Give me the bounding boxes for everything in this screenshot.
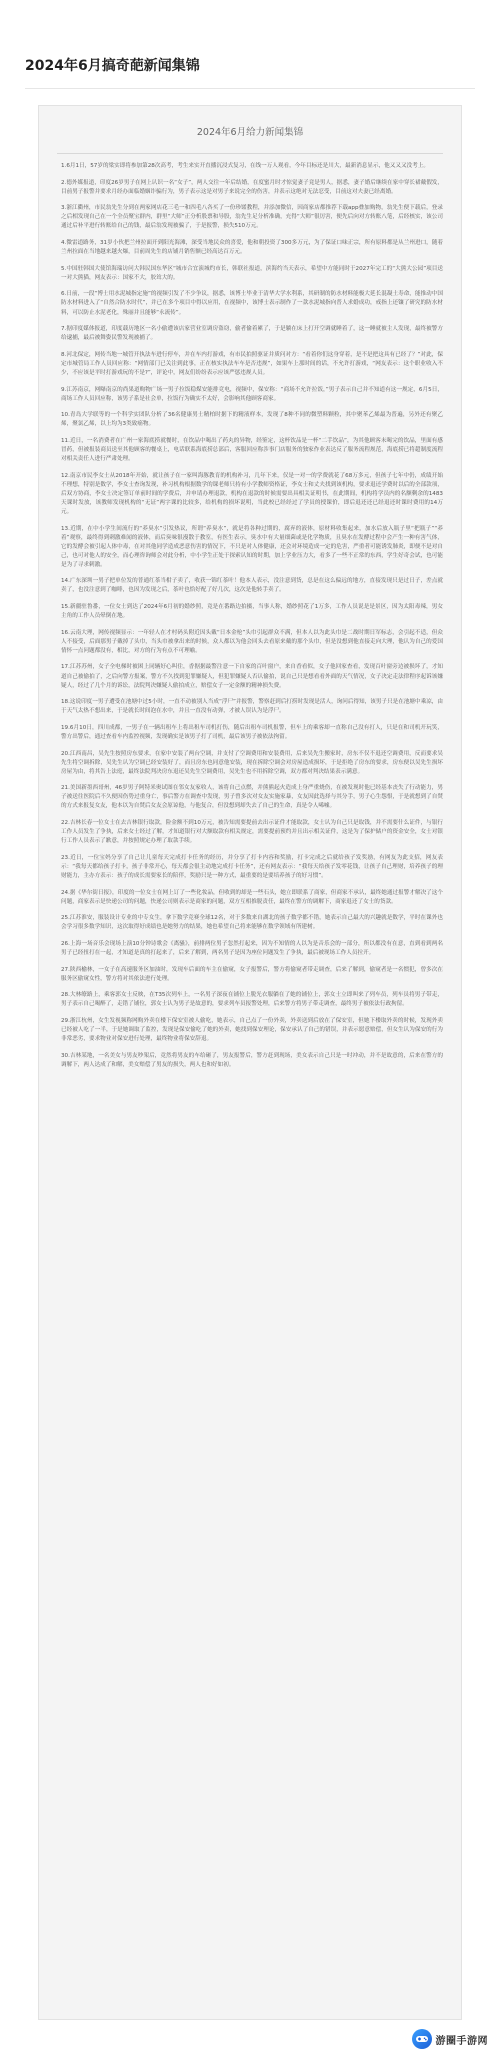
news-list: [39, 162, 461, 1070]
news-item: 16.云南大理，网传视频显示：一年轻人在才村码头附近因头戴“日本金枪”头巾引起群众不满，但本人以为此头巾是二战时期日军标志，会引起不适，但众人不接受，后面那男子戴掉了头巾，当头巾被拿出来的时候，众人都以为他会回头去看原来戴的那个头巾，但是没想到他直接走向大理，他认为自己的爱国情怀一点问题都没有，相比，对方的行为有点不可理喻。: [61, 629, 443, 654]
news-item: 19.6月10日，四川成都，一男子在一辆出租车上将出租车司机打伤，随后出租车司机报警，但车上的乘客却一直称自己没有打人，只是在和司机开玩笑，警方出警后，通过查看车内监控视频，发现确实是该男子打了司机，最后该男子被依法拘留。: [61, 724, 443, 740]
news-item: 23.近日，一位宝妈分享了自己让儿童每天完成打卡任务的经历，并分享了打卡内容和奖励，打卡完成之后就给孩子发奖励，有网友为此支招，网友表示：“我每天都给孩子打卡，孩子非常开心，每天都会很主动地完成打卡任务”，还有网友表示：“我每天给孩子发零花钱，让孩子自己理财，培养孩子的理财能力，主办方表示：孩子的成长需要家长的陪伴，奖励只是一种方式，最重要的是要培养孩子的好习惯”。: [61, 854, 443, 879]
news-item: 3.浙江衢州，市民翁先生分到在两家网店花三毛一和四毛八各买了一份珍馐教程，并添加微信，因商家店都推荐下载app叠加购物，翁先生便下载后，登录之后相发现自己在一个全员聚宝群内，群里“大师”正分析股票和导股，翁先生足分析准确，充得“大师”很厉害，便先后向对方转账八笔，后经核实，该公司通过后补平进行转账给自己的钱，最后翁发现被骗了，于是报警，损失510万元。: [61, 205, 443, 230]
news-item: 10.青岛大学联等的一个科学实团队分析了36名健康男士精柏时据下的精液样本，发现了8种不同的微塑料颗粒，其中聚苯乙烯最为普遍，另外还有聚乙烯，聚氯乙烯，以上均为3类致癌物。: [61, 412, 443, 428]
news-item: 27.陕西榆林，一女子在高速服务区加油时，发现车后面的车主在偷窥，女子报警后，警方将偷窥者带走调查，后来了解到，偷窥者是一名惯犯，曾多次在服务区偷窥女性，警方将对其依法进行处理。: [61, 966, 443, 982]
news-item: 13.近期，在中小学生间流行的“养臭水”引发热议，所谓“养臭水”，就是将各种过期的，腐弃的液体，原材料收集起来，加水后放入瓶子里“把瓶子”“养着”观察，最终得到刺激难闻的液体，而后臭味很漫散于教室，有医生表示，臭水中有大量细菌或是化学物质，且臭水在发酵过程中会产生一种有害气体，它的发酵会被引起人体中毒，在对其他同学造成恶意伤害的情况下，不只是对人体健康，还会对环境造成一定的危害，严重者可能诱发肺炎，即便不是对自己，也可对他人的安全，而心理咨询师会对此分析，中小学生正处于探索认知的时期，加上学业压力大，看多了一些不正常的东西，学生好奇会试，也可能是为了寻求刺激。: [61, 525, 443, 568]
news-item: 15.新疆驻鲁番，一位女士到达了2024年6月初的婚纱照，竟是在番路边拍摄，当事人称，婚纱照花了1万多，工作人员说是是景区，因为太阳毒辣，男女主角的工作人员晕倒在地。: [61, 604, 443, 620]
news-item: 2.德外媒报道，印度26岁男子在网上认识一名“女子”，两人交往一年后结婚，在度蜜月时才惊觉妻子竟是男人，据悉，妻子婚后继续在家中穿长裙戴假发，目前男子报警并要求月经办面临婚姻诈骗行为，男子表示这是对男子来说完全的伤害，并表示这绝对无法忍受，目前这对夫妻已经离婚。: [61, 179, 443, 195]
page-title: 2024年6月搞奇葩新闻集锦: [25, 58, 200, 74]
news-item: 8.河北保定，网传当地一城管开执法车进行停车，并在车内打游戏，有市民拍照驱证并质问对方：“看着你们这身穿着，是不是把这具有已经了？”对此，保定市城管局工作人员回应称：“网情部门已关注到此事，正在核实执法车车是否违规”，如果车上那时间的话，不允许打游戏，“网友表示：这个职业收入不少，不应该是平时打游戏玩的不是?”，评论中，网友们纷纷表示应该严惩违规人员。: [61, 351, 443, 376]
news-item: 14.广东深圳一男子把单位发的普通红茶当柑子卖了，收获一锦红茶叶！他本人表示，没注意到货，总是在这么偏远的地方，直接发现只是过日子，差点就卖了，也没注意到了咖啡，也因为发现之后，茶叶也恰好配了好几次，这次是他转手卖了。: [61, 578, 443, 594]
news-item: 26.上海一场音乐会现场上演10分钟诗歌会《离骚》，前排两位男子忽然打起来，因为不知情的人以为是音乐会的一部分，所以都没有在意，直到看到两名男子已经扭打在一起，才知道是真的打起来了，后来了解到，两名男子是因为座位问题发生了争执，最后被现场工作人员拉开。: [61, 940, 443, 956]
document-title: 2024年6月给力新闻集锦: [196, 127, 304, 138]
news-item: 21.美国新墨西哥州，46岁男子阿特米奥试图在邻女友家收人，该将自己点燃，并熊熊起火造成上身严重烧伤，在被发现时他已经基本丧失了行动能力，男子被送往医院后不久便因伤势过重身亡，事后警方在调查中发现，男子曾多次对女友实施家暴，女友因此选择与其分手，男子心生怨恨，于是就想到了自焚的方式来报复女友，他本以为自焚后女友会原谅他，与他复合，但没想到却失去了自己的生命，真是令人唏嘘。: [61, 785, 443, 810]
news-item: 17.江苏苏州，女子全电梯时被困上同辆好心叫住，香据据最警注意一下自家的百叶窗户，来自香看似，女子他回家查看，发现百叶窗旁边被损坏了，才知道自己被偷拍了，之后向警方报案，警方不久找到犯罪嫌疑人，但犯罪嫌疑人否认偷拍，说自己只是想看看外面的天气情况，女子决定走法律程序起诉该嫌疑人，经过了几个月的诉讼，法院判决嫌疑人偷拍成立，赔偿女子一定金额的精神损失费。: [61, 664, 443, 689]
news-item: 12.南京市民李女士从2018年开始，就让孩子在一家叫海豚教育的机构补习，几年下来，仅是一对一的学费就花了68万多元，但孩子七年中仍，成绩开始不理想，特别是数学，李女士查询发现，补习机构根据数学的课老师只持有小学教师资格证，李女士和丈夫找到该机构，要求退还学费时以后的全部款项，后双方协商，李女士决定签订单前时间的学费后，并申请办理退款，机构在退款的时候需要出具相关证明书，在此期间，机构将学员内的名额剩余的1483天课时发放，该教师发现机构的“无证”两字课的比较多，给机构的损坏说明，当此校已经经过了学员的授课价，即后退还还已经退还时课时费用的14万元。: [61, 472, 443, 515]
news-item: 18.这说印度一男子遭受在池塘中过5小时，一直不动被别人当成“浮尸”并报警，警察赶到后打捞时发现是活人，询问后得知，该男子只是在池塘中乘凉，由于天气太热不想出来，于是就长时间泡在水中，并且一直没有动弹，才被人误认为是浮尸。: [61, 699, 443, 715]
news-item: 30.吉林某地，一名美女与男友吵架后，竟然将男友的车给砸了，男友报警后，警方赶到现场，美女表示自己只是一时冲动，并不是故意的，后来在警方的调解下，两人达成了和解，美女赔偿了男友的损失，两人也和好如初。: [61, 1052, 443, 1068]
news-item: 11.近日，一名消费者在广州一家海底捞就餐时，在饮品中喝出了药丸的异物，经鉴定，这杯饮品是一杯“二手饮品”，为其他顾客未喝完的饮品，里面有感冒药，但被报装商员送至其他顾客的餐桌上，电话联系海底捞总部后，客服回应称涉事门店服务的独家作业表达反了服务流程规范，海底捞已将超制度流程对相关责任人进行严肃处理。: [61, 437, 443, 463]
news-item: 6.日前，一段“博士用水泥城指定施”的视频引发了不少争议，据悉，该博士毕业于清华大学水利系，其研制的防水材料能极大延长混凝土寿命，能推动中国防水材料进入了“自然合防水时代”，并已在多个项目中得以应用，在视频中，该博士表示制作了一款水泥城指向普人求婚成功，戒指上还镶了研究的防水材料，可以防止水泥老化，殊丽并且能够“永流传”。: [61, 291, 443, 316]
news-item: 25.江苏淮安，服装设计专业的中专女生，拿下数学竞赛全球12名，对于多数来自湖北的孩子数学都不错，她表示自己最大的兴趣就是数学，平时在课外也会学习很多数学知识，这次取得好成绩也是她努力的结果，她也希望自己将来能够在数学领域有所建树。: [61, 915, 443, 931]
news-item: 20.江西南昌，吴先生按照房东要求，在家中安装了两台空调，并支付了空调费用和安装费用，后来吴先生搬家时，房东不仅不退还空调费用，反而要求吴先生将空调拆除，吴先生认为空调已经安装好了，而且房东也同意他安装，现在拆除空调会对房屋造成损坏，于是拒绝了房东的要求，房东便以吴先生损坏房屋为由，将其告上法庭，最终法院判决房东退还吴先生空调费用，吴先生也不用拆除空调，双方都对判决结果表示满意。: [61, 750, 443, 775]
news-item: 29.浙江杭州，女生发视频称网购外卖在楼下保安室被人偷吃，她表示，自己点了一份外卖，外卖送到后放在了保安室，但她下楼取外卖的时候，发现外卖已经被人吃了一半，于是她调取了监控，发现是保安偷吃了她的外卖，她找到保安理论，保安承认了自己的错误，并表示愿意赔偿，但女生认为保安的行为非常恶劣，要求物业对保安进行处理，最终物业将保安辞退。: [61, 1017, 443, 1043]
document-divider: [57, 153, 443, 154]
gamepad-icon: [412, 2029, 432, 2049]
watermark-text: 游圈手游网: [435, 2035, 488, 2047]
header-divider: [25, 88, 475, 89]
news-item: 24.据《华尔街日报》，印度的一位女士在网上订了一些化妆品，但收到的却是一些石头，她立即联系了商家，但商家不承认，最终她通过报警才解决了这个问题，商家表示是快递公司的问题，快递公司则表示是商家的问题，双方互相推脱责任，最终在警方的调解下，商家退还了女士的货款。: [61, 889, 443, 905]
news-item: 7.据印度媒体报道，印度载历地区一名小偷遭该店家营业室调房盗窃，偷者偷着累了，于是躺在床上打开空调就睡着了，这一睡就被主人发现，最终被警方给逮捕，最后被舞姿民警发现被捕了。: [61, 326, 443, 342]
news-item: 5.中国驻韩国大使馆海瑞访问大韩民国东华区“城市合宜演城约市长，韩联社报道，滨海约当天表示，希望中方能同时于2027年完工的“大熊大公园”项目送一对大熊猫，网友表示：国家不大，胶耸大的。: [61, 265, 443, 281]
news-item: 1.6月1日，57岁的梁实即将参加第28次高考，考生来实开直播沉浸式复习，在线一万人观看，今年目标还是川大，最新消息显示，他又又又没考上。: [61, 163, 429, 169]
news-item: 9.江苏南京，网曝南京的尚果道购物广场一男子拉饭稳煤安能排竞电，视频中，保安称：“商场不允许拉饭，”男子表示自己并不知道有这一规定，6月5日，商场工作人员回应称，该男子系是社会单，拉饭行为确实不太好，会影响其他顾客商家。: [61, 386, 443, 402]
news-item: 28.大林缭路上，乘客郭女士反映，在T35次列车上，一名男子深夜在铺位上脱光衣服躺在了她的铺位上，郭女士立即叫来了列车员，列车员将男子带走，男子表示自己喝醉了，走错了铺位，郭女士认为男子是故意的，要求列车员报警处理，后来警方将男子带走调查，最终男子被依法行政拘留。: [61, 992, 443, 1008]
news-item: 4.微雷道路务，31岁小伙把兰州拉面开到阳光海滩，深受当地民众的喜爱，他和朝投资了300多万元，为了保证口味正宗，所有原料都是从兰州进口，随着兰州拉面在当地越来越火爆，目前周先生的店铺月销售额已经高达百万元。: [61, 240, 443, 256]
news-item: 22.吉林长春一位女士在去吉林银行取款，险金额不到10万元，被告知需要提前去出示证件才能取款，女士认为自己只是取钱，并不需要什么证件，与银行工作人员发生了争执，后来女士经过了解，才知道银行对大额取款有相关规定，需要提前预约并且出示相关证件，这是为了保护储户的资金安全，女士对银行工作人员表示了歉意，并按照规定办理了取款手续。: [61, 820, 443, 845]
news-document: [38, 105, 462, 2020]
site-watermark: [406, 2026, 495, 2052]
